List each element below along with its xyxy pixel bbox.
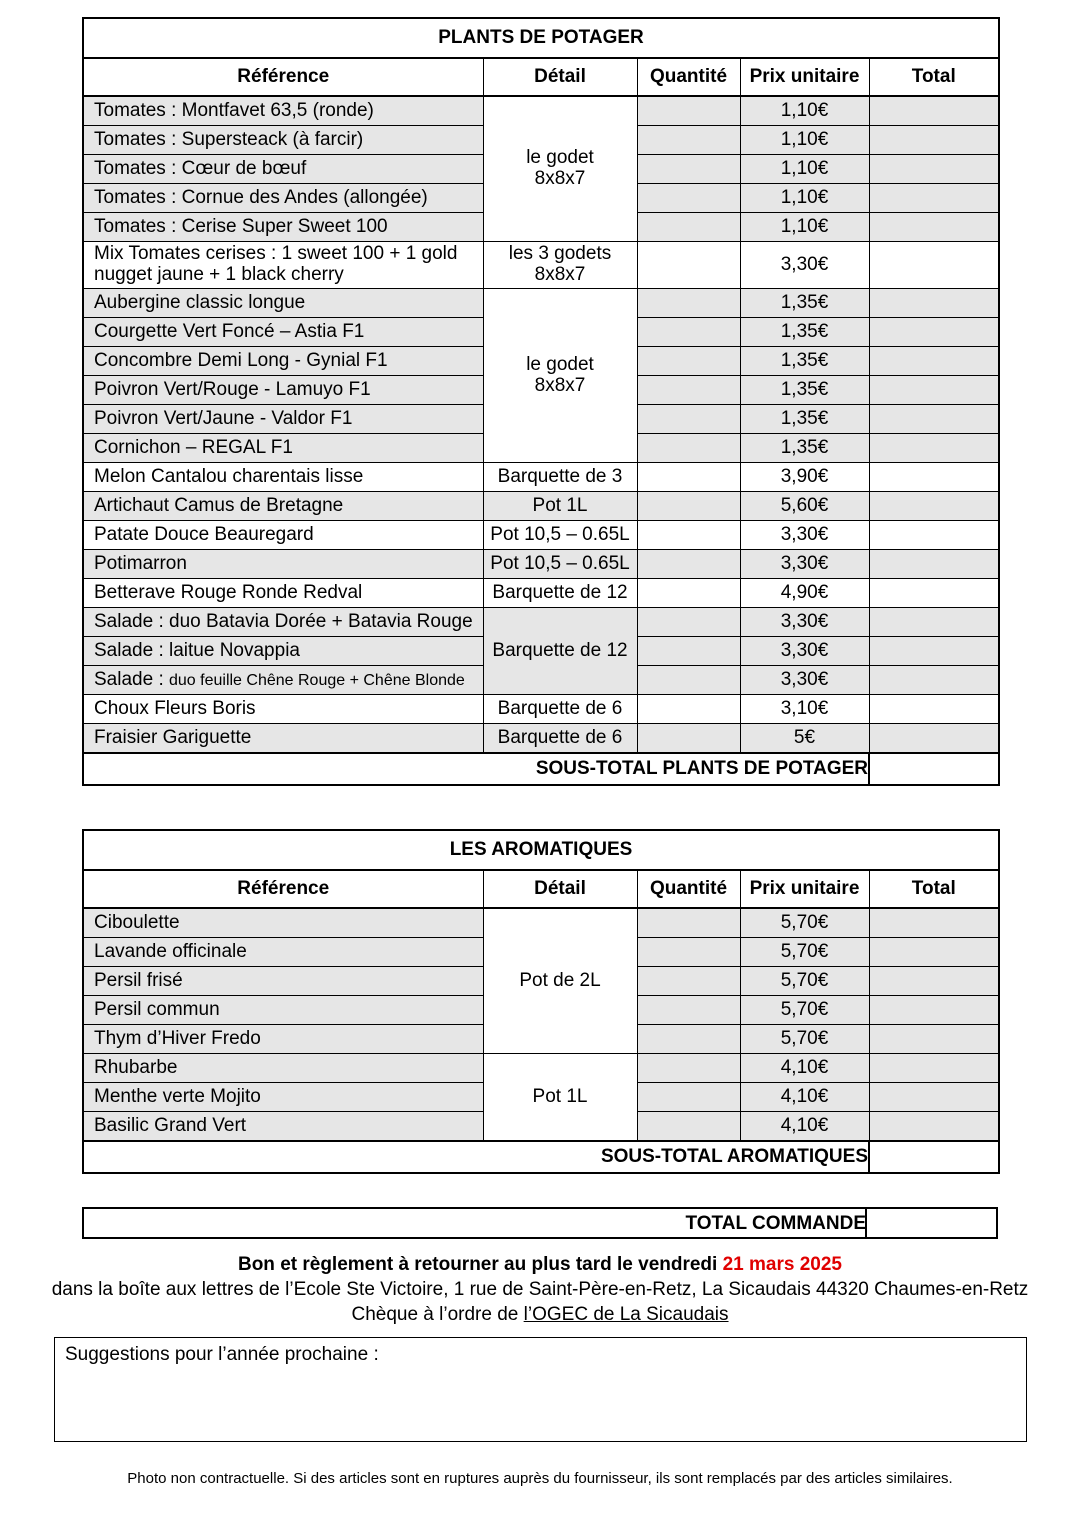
quantity-cell[interactable] xyxy=(637,666,740,695)
detail-cell: les 3 godets 8x8x7 xyxy=(483,242,637,289)
quantity-cell[interactable] xyxy=(637,996,740,1025)
quantity-cell[interactable] xyxy=(637,695,740,724)
detail-cell: Barquette de 6 xyxy=(483,724,637,754)
row-reference: Poivron Vert/Jaune - Valdor F1 xyxy=(83,405,483,434)
aromatiques-table xyxy=(82,829,1000,1174)
table-row xyxy=(83,695,999,724)
unit-price: 1,10€ xyxy=(740,96,869,126)
table-row xyxy=(83,96,999,126)
total-cell[interactable] xyxy=(869,463,999,492)
total-cell[interactable] xyxy=(869,550,999,579)
total-cell[interactable] xyxy=(869,126,999,155)
row-reference: Rhubarbe xyxy=(83,1054,483,1083)
subtotal-label: SOUS-TOTAL PLANTS DE POTAGER xyxy=(83,753,869,785)
row-reference: Cornichon – REGAL F1 xyxy=(83,434,483,463)
detail-cell: le godet 8x8x7 xyxy=(483,289,637,463)
quantity-cell[interactable] xyxy=(637,908,740,938)
row-reference: Aubergine classic longue xyxy=(83,289,483,318)
quantity-cell[interactable] xyxy=(637,213,740,242)
detail-cell: Barquette de 6 xyxy=(483,695,637,724)
header-detail: Détail xyxy=(483,870,637,908)
total-cell[interactable] xyxy=(869,1054,999,1083)
total-cell[interactable] xyxy=(869,376,999,405)
unit-price: 5,60€ xyxy=(740,492,869,521)
detail-cell: Pot 1L xyxy=(483,1054,637,1142)
row-reference: Mix Tomates cerises : 1 sweet 100 + 1 gold nugget jaune + 1 black cherry xyxy=(83,242,483,289)
table-row xyxy=(83,724,999,754)
header-reference: Référence xyxy=(83,870,483,908)
unit-price: 4,10€ xyxy=(740,1112,869,1142)
header-reference: Référence xyxy=(83,58,483,96)
subtotal-value[interactable] xyxy=(869,753,999,785)
row-reference: Artichaut Camus de Bretagne xyxy=(83,492,483,521)
unit-price: 5,70€ xyxy=(740,938,869,967)
potager-table xyxy=(82,17,1000,786)
header-quantite: Quantité xyxy=(637,870,740,908)
quantity-cell[interactable] xyxy=(637,463,740,492)
total-cell[interactable] xyxy=(869,289,999,318)
unit-price: 1,10€ xyxy=(740,184,869,213)
unit-price: 1,35€ xyxy=(740,434,869,463)
quantity-cell[interactable] xyxy=(637,126,740,155)
quantity-cell[interactable] xyxy=(637,347,740,376)
row-reference: Tomates : Cerise Super Sweet 100 xyxy=(83,213,483,242)
unit-price: 3,30€ xyxy=(740,637,869,666)
detail-cell: Pot 10,5 – 0.65L xyxy=(483,550,637,579)
unit-price: 5,70€ xyxy=(740,908,869,938)
unit-price: 3,90€ xyxy=(740,463,869,492)
total-cell[interactable] xyxy=(869,967,999,996)
total-cell[interactable] xyxy=(869,242,999,289)
quantity-cell[interactable] xyxy=(637,376,740,405)
row-reference: Ciboulette xyxy=(83,908,483,938)
header-quantite: Quantité xyxy=(637,58,740,96)
table-row xyxy=(83,1054,999,1083)
detail-cell: le godet 8x8x7 xyxy=(483,96,637,242)
quantity-cell[interactable] xyxy=(637,184,740,213)
suggestions-label: Suggestions pour l’année prochaine : xyxy=(65,1344,379,1365)
return-address: dans la boîte aux lettres de l’Ecole Ste Victoire, 1 rue de Saint-Père-en-Retz, La Sicaudais 44320 Chaumes-en-Retz xyxy=(51,1279,1029,1300)
header-prix-unitaire: Prix unitaire xyxy=(740,870,869,908)
quantity-cell[interactable] xyxy=(637,724,740,754)
footer-note: Photo non contractuelle. Si des articles sont en ruptures auprès du fournisseur, ils sont remplacés par des articles similaires. xyxy=(127,1470,953,1487)
unit-price: 3,30€ xyxy=(740,666,869,695)
quantity-cell[interactable] xyxy=(637,521,740,550)
quantity-cell[interactable] xyxy=(637,242,740,289)
total-cell[interactable] xyxy=(869,521,999,550)
total-cell[interactable] xyxy=(869,1083,999,1112)
total-commande-box xyxy=(82,1207,998,1239)
table-row xyxy=(83,608,999,637)
quantity-cell[interactable] xyxy=(637,1054,740,1083)
quantity-cell[interactable] xyxy=(637,1025,740,1054)
unit-price: 1,35€ xyxy=(740,318,869,347)
total-cell[interactable] xyxy=(869,213,999,242)
total-cell[interactable] xyxy=(869,155,999,184)
header-detail: Détail xyxy=(483,58,637,96)
total-cell[interactable] xyxy=(869,996,999,1025)
quantity-cell[interactable] xyxy=(637,155,740,184)
total-cell[interactable] xyxy=(869,1025,999,1054)
row-reference: Melon Cantalou charentais lisse xyxy=(83,463,483,492)
row-reference: Lavande officinale xyxy=(83,938,483,967)
detail-cell: Pot 1L xyxy=(483,492,637,521)
deadline-date: 21 mars 2025 xyxy=(722,1254,842,1275)
row-reference: Menthe verte Mojito xyxy=(83,1083,483,1112)
total-cell[interactable] xyxy=(869,1112,999,1142)
total-cell[interactable] xyxy=(869,405,999,434)
row-reference: Betterave Rouge Ronde Redval xyxy=(83,579,483,608)
total-cell[interactable] xyxy=(869,96,999,126)
quantity-cell[interactable] xyxy=(637,434,740,463)
row-reference: Salade : duo feuille Chêne Rouge + Chêne Blonde xyxy=(83,666,483,695)
table-row xyxy=(83,289,999,318)
total-commande-label: TOTAL COMMANDE xyxy=(685,1213,866,1234)
unit-price: 3,30€ xyxy=(740,521,869,550)
potager-title: PLANTS DE POTAGER xyxy=(83,18,999,58)
detail-cell: Barquette de 3 xyxy=(483,463,637,492)
row-reference: Salade : duo Batavia Dorée + Batavia Rouge xyxy=(83,608,483,637)
total-cell[interactable] xyxy=(869,695,999,724)
unit-price: 5,70€ xyxy=(740,1025,869,1054)
unit-price: 4,10€ xyxy=(740,1054,869,1083)
quantity-cell[interactable] xyxy=(637,492,740,521)
header-total: Total xyxy=(869,58,999,96)
total-cell[interactable] xyxy=(869,938,999,967)
unit-price: 1,35€ xyxy=(740,347,869,376)
total-cell[interactable] xyxy=(869,608,999,637)
quantity-cell[interactable] xyxy=(637,96,740,126)
unit-price: 1,35€ xyxy=(740,405,869,434)
total-cell[interactable] xyxy=(869,637,999,666)
detail-cell: Barquette de 12 xyxy=(483,608,637,695)
quantity-cell[interactable] xyxy=(637,289,740,318)
detail-cell: Pot de 2L xyxy=(483,908,637,1054)
table-row xyxy=(83,242,999,289)
unit-price: 5,70€ xyxy=(740,996,869,1025)
aromatiques-title: LES AROMATIQUES xyxy=(83,830,999,870)
unit-price: 1,10€ xyxy=(740,126,869,155)
table-row xyxy=(83,463,999,492)
detail-cell: Barquette de 12 xyxy=(483,579,637,608)
unit-price: 1,10€ xyxy=(740,213,869,242)
total-commande-value[interactable] xyxy=(865,1209,996,1237)
unit-price: 3,10€ xyxy=(740,695,869,724)
row-reference: Fraisier Gariguette xyxy=(83,724,483,754)
total-cell[interactable] xyxy=(869,492,999,521)
subtotal-label: SOUS-TOTAL AROMATIQUES xyxy=(83,1141,869,1173)
row-reference: Choux Fleurs Boris xyxy=(83,695,483,724)
quantity-cell[interactable] xyxy=(637,579,740,608)
quantity-cell[interactable] xyxy=(637,550,740,579)
quantity-cell[interactable] xyxy=(637,1112,740,1142)
quantity-cell[interactable] xyxy=(637,938,740,967)
row-reference: Concombre Demi Long - Gynial F1 xyxy=(83,347,483,376)
unit-price: 5€ xyxy=(740,724,869,754)
detail-cell: Pot 10,5 – 0.65L xyxy=(483,521,637,550)
total-cell[interactable] xyxy=(869,666,999,695)
row-reference: Basilic Grand Vert xyxy=(83,1112,483,1142)
quantity-cell[interactable] xyxy=(637,405,740,434)
total-cell[interactable] xyxy=(869,908,999,938)
unit-price: 1,10€ xyxy=(740,155,869,184)
total-cell[interactable] xyxy=(869,347,999,376)
return-deadline: Bon et règlement à retourner au plus tard le vendredi 21 mars 2025 xyxy=(237,1254,842,1275)
total-cell[interactable] xyxy=(869,184,999,213)
row-reference: Patate Douce Beauregard xyxy=(83,521,483,550)
quantity-cell[interactable] xyxy=(637,318,740,347)
table-row xyxy=(83,908,999,938)
table-row xyxy=(83,521,999,550)
header-prix-unitaire: Prix unitaire xyxy=(740,58,869,96)
row-reference: Courgette Vert Foncé – Astia F1 xyxy=(83,318,483,347)
subtotal-row xyxy=(83,753,999,785)
row-reference: Poivron Vert/Rouge - Lamuyo F1 xyxy=(83,376,483,405)
row-reference: Tomates : Cornue des Andes (allongée) xyxy=(83,184,483,213)
unit-price: 4,10€ xyxy=(740,1083,869,1112)
cheque-order: Chèque à l’ordre de l’OGEC de La Sicaudais xyxy=(351,1304,729,1325)
unit-price: 5,70€ xyxy=(740,967,869,996)
subtotal-value[interactable] xyxy=(869,1141,999,1173)
table-row xyxy=(83,492,999,521)
total-cell[interactable] xyxy=(869,724,999,754)
row-reference: Persil commun xyxy=(83,996,483,1025)
row-reference: Persil frisé xyxy=(83,967,483,996)
table-row xyxy=(83,579,999,608)
quantity-cell[interactable] xyxy=(637,608,740,637)
unit-price: 1,35€ xyxy=(740,376,869,405)
total-cell[interactable] xyxy=(869,318,999,347)
quantity-cell[interactable] xyxy=(637,967,740,996)
row-reference: Thym d’Hiver Fredo xyxy=(83,1025,483,1054)
table-row xyxy=(83,550,999,579)
unit-price: 3,30€ xyxy=(740,242,869,289)
unit-price: 1,35€ xyxy=(740,289,869,318)
quantity-cell[interactable] xyxy=(637,1083,740,1112)
row-reference: Potimarron xyxy=(83,550,483,579)
unit-price: 4,90€ xyxy=(740,579,869,608)
row-reference: Tomates : Montfavet 63,5 (ronde) xyxy=(83,96,483,126)
unit-price: 3,30€ xyxy=(740,550,869,579)
total-cell[interactable] xyxy=(869,434,999,463)
unit-price: 3,30€ xyxy=(740,608,869,637)
suggestions-box[interactable] xyxy=(54,1337,1027,1442)
row-reference: Tomates : Cœur de bœuf xyxy=(83,155,483,184)
subtotal-row xyxy=(83,1141,999,1173)
quantity-cell[interactable] xyxy=(637,637,740,666)
header-total: Total xyxy=(869,870,999,908)
row-reference: Tomates : Supersteack (à farcir) xyxy=(83,126,483,155)
total-cell[interactable] xyxy=(869,579,999,608)
row-reference: Salade : laitue Novappia xyxy=(83,637,483,666)
